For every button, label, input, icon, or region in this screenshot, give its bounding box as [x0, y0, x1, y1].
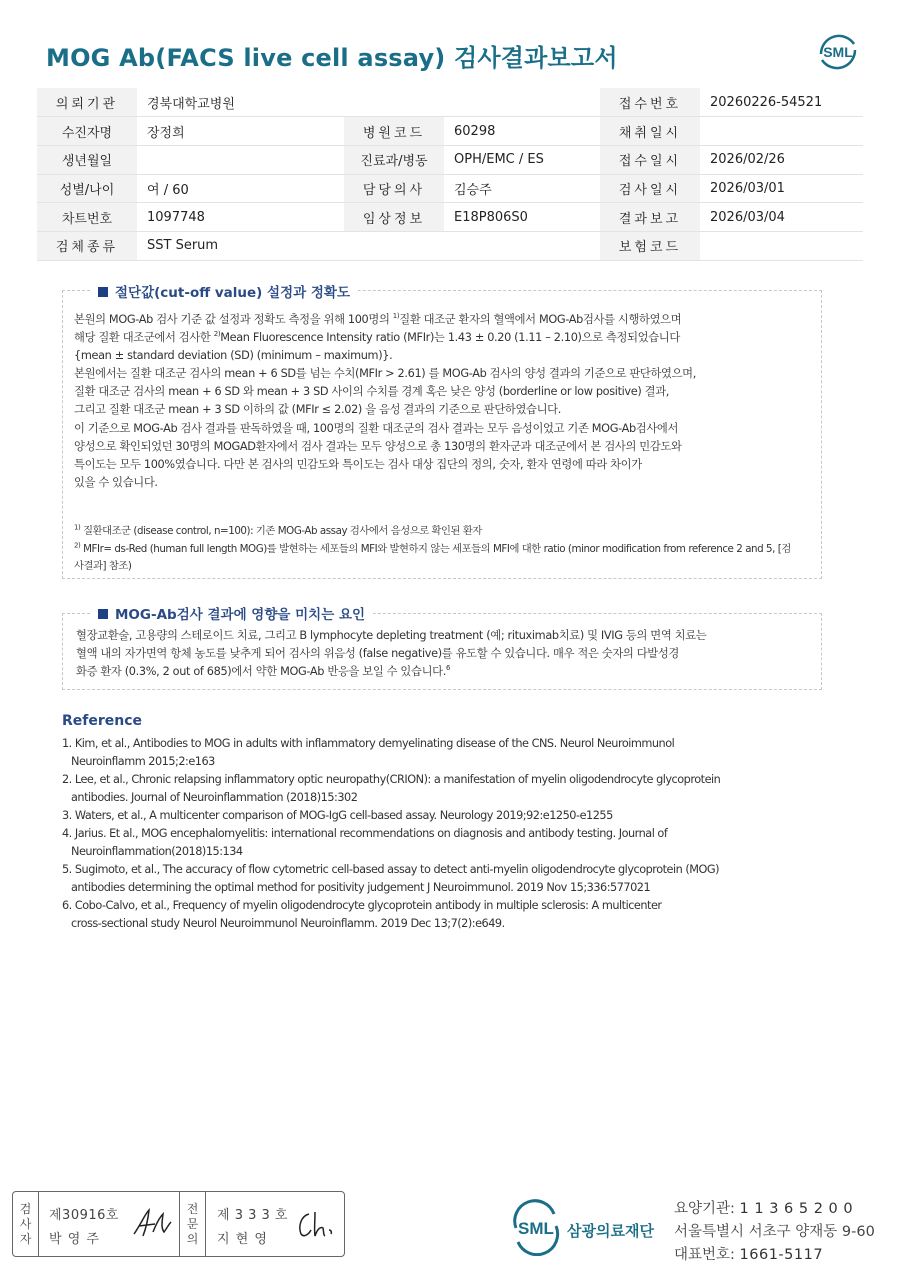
- info-value: 여 / 60: [137, 174, 344, 203]
- text-run: {mean ± standard deviation (SD) (minimum – maximum)}.: [74, 349, 393, 363]
- tester-label-char: 검: [19, 1201, 32, 1216]
- tester-signature-icon: [131, 1206, 175, 1240]
- paragraph-line: [76, 645, 706, 663]
- tester-label: [13, 1192, 38, 1256]
- info-value: 김승주: [444, 174, 600, 203]
- paragraph-line: [74, 401, 696, 419]
- reference-list: [62, 735, 720, 933]
- sml-logo-icon: [814, 28, 862, 76]
- specialist-label-char: 전: [186, 1201, 199, 1216]
- reference-item: 3. Waters, et al., A multicenter comparison of MOG-IgG cell-based assay. Neurology 2019;92:e1250-e1255: [62, 809, 613, 822]
- reference-title: Reference: [62, 713, 143, 729]
- paragraph-line: [74, 383, 696, 401]
- info-label: 검체종류: [37, 231, 137, 260]
- reference-item: 4. Jarius. Et al., MOG encephalomyelitis: international recommendations on diagnosis and antibody testing. Journal of: [62, 827, 668, 840]
- info-value: OPH/EMC / ES: [444, 145, 600, 174]
- reference-continuation: Neuroinflamm 2015;2:e163: [71, 755, 215, 768]
- text-run: 양성으로 확인되었던 30명의 MOGAD환자에서 검사 결과는 모두 양성으로 총 130명의 환자군과 대조군에서 본 검사의 민감도와: [74, 439, 682, 453]
- reference-continuation: antibodies determining the optimal method for positivity judgement J Neuroimmunol. 2019 Nov 15;336:577021: [71, 881, 651, 894]
- paragraph-line: [74, 456, 696, 474]
- tester-label-char: 사: [19, 1216, 32, 1231]
- info-row: [37, 174, 863, 203]
- info-label: 접수일시: [600, 145, 700, 174]
- paragraph-line: [76, 627, 706, 645]
- address: 서울특별시 서초구 양재동 9-60: [674, 1224, 875, 1240]
- text-run: 본원의 MOG-Ab 검사 기준 값 설정과 정확도 측정을 위해 100명의: [74, 313, 393, 326]
- specialist-label: [180, 1192, 205, 1256]
- text-run: Mean Fluorescence Intensity ratio (MFIr)는 1.43 ± 0.20 (1.11 – 2.10)으로 측정되었습니다: [220, 331, 680, 345]
- paragraph-line: [74, 438, 696, 456]
- info-value: SST Serum: [137, 231, 344, 260]
- reference-item: 5. Sugimoto, et al., The accuracy of flow cytometric cell-based assay to detect anti-myelin oligodendrocyte glycoprotein (MOG): [62, 863, 720, 876]
- info-value: E18P806S0: [444, 203, 600, 232]
- text-run: 혈액 내의 자가면역 항체 농도를 낮추게 되어 검사의 위음성 (false negative)를 유도할 수 있습니다. 매우 적은 숫자의 다발성경: [76, 647, 679, 661]
- info-label: [344, 88, 444, 117]
- cutoff-section-heading: [90, 281, 358, 301]
- info-value: 2026/03/04: [700, 203, 863, 232]
- signature-box: [12, 1191, 345, 1257]
- footnote-marker: 6: [445, 664, 451, 673]
- info-label: 접수번호: [600, 88, 700, 117]
- paragraph-line: [74, 347, 696, 365]
- info-row: [37, 145, 863, 174]
- tester-label-char: 자: [19, 1231, 32, 1246]
- patient-info-table: [37, 88, 863, 261]
- info-value: 60298: [444, 117, 600, 146]
- cutoff-paragraph: [74, 311, 696, 492]
- paragraph-line: [74, 311, 696, 329]
- reference-continuation: Neuroinflammation(2018)15:134: [71, 845, 243, 858]
- info-label: 성별/나이: [37, 174, 137, 203]
- info-label: 담당의사: [344, 174, 444, 203]
- paragraph-line: [74, 329, 696, 347]
- sml-logo-text: SML: [823, 44, 853, 60]
- text-run: 혈장교환술, 고용량의 스테로이드 치료, 그리고 B lymphocyte depleting treatment (예; rituximab치료) 및 IVIG 등의 면역 치료는: [76, 629, 707, 642]
- info-label: 수진자명: [37, 117, 137, 146]
- info-row: [37, 117, 863, 146]
- text-run: 해당 질환 대조군에서 검사한: [74, 331, 214, 345]
- specialist-label-char: 문: [186, 1216, 199, 1231]
- info-label: 결과보고: [600, 203, 700, 232]
- info-value: [700, 231, 863, 260]
- square-bullet-icon: [98, 287, 108, 297]
- footnote: [74, 523, 791, 541]
- info-value: [137, 145, 344, 174]
- info-label: 병원코드: [344, 117, 444, 146]
- tester-name: 박 영 주: [49, 1232, 100, 1247]
- text-run: 본원에서는 질환 대조군 검사의 mean + 6 SD를 넘는 수치(MFIr > 2.61) 를 MOG-Ab 검사의 양성 결과의 기준으로 판단하였으며,: [74, 367, 696, 381]
- reference-item: 1. Kim, et al., Antibodies to MOG in adults with inflammatory demyelinating disease of the CNS. Neurol Neuroimmunol: [62, 737, 675, 750]
- text-run: 특이도는 모두 100%였습니다. 다만 본 검사의 민감도와 특이도는 검사 대상 집단의 정의, 숫자, 환자 연령에 따라 차이가: [74, 457, 642, 471]
- divider: [38, 1192, 39, 1256]
- info-value: [444, 231, 600, 260]
- info-row: [37, 203, 863, 232]
- info-row: [37, 231, 863, 260]
- phone-label: 대표번호:: [674, 1247, 735, 1263]
- specialist-name: 지 현 영: [217, 1232, 268, 1247]
- sml-footer-logo-icon: [510, 1198, 562, 1256]
- info-value: 20260226-54521: [700, 88, 863, 117]
- info-value: 2026/03/01: [700, 174, 863, 203]
- reference-item: 6. Cobo-Calvo, et al., Frequency of myelin oligodendrocyte glycoprotein antibody in multiple sclerosis: A multicenter: [62, 899, 662, 912]
- factors-heading-text: MOG-Ab검사 결과에 영향을 미치는 요인: [115, 607, 366, 623]
- report-title: MOG Ab(FACS live cell assay) 검사결과보고서: [46, 44, 618, 72]
- footnote-marker: 1): [392, 312, 400, 321]
- info-label: 진료과/병동: [344, 145, 444, 174]
- footnote-marker: 1): [74, 523, 81, 532]
- square-bullet-icon: [98, 609, 108, 619]
- tester-license-no: 제30916호: [49, 1208, 119, 1223]
- sml-footer-logo-text: SML: [518, 1219, 554, 1238]
- factors-section-heading: [90, 603, 373, 623]
- info-label: 차트번호: [37, 203, 137, 232]
- text-run: 질환 대조군 환자의 혈액에서 MOG-Ab검사를 시행하였으며: [399, 313, 682, 326]
- text-run: 이 기준으로 MOG-Ab 검사 결과를 판독하였을 때, 100명의 질환 대조군의 검사 결과는 모두 음성이었고 기존 MOG-Ab검사에서: [74, 421, 679, 435]
- text-run: 화증 환자 (0.3%, 2 out of 685)에서 약한 MOG-Ab 반응을 보일 수 있습니다.: [76, 665, 446, 679]
- info-label: 보험코드: [600, 231, 700, 260]
- organization-name: 삼광의료재단: [567, 1222, 654, 1240]
- reference-continuation: cross-sectional study Neurol Neuroimmunol Neuroinflamm. 2019 Dec 13;7(2):e649.: [71, 917, 505, 930]
- text-run: 그리고 질환 대조군 mean + 3 SD 이하의 값 (MFIr ≤ 2.02) 을 음성 결과의 기준으로 판단하였습니다.: [74, 403, 561, 417]
- paragraph-line: [74, 365, 696, 383]
- footnote-text: 질환대조군 (disease control, n=100): 기존 MOG-Ab assay 검사에서 음성으로 확인된 환자: [80, 525, 482, 537]
- divider: [205, 1192, 206, 1256]
- footnote-marker: 2): [74, 541, 81, 550]
- info-label: 생년월일: [37, 145, 137, 174]
- specialist-license-no: 제 3 3 3 호: [217, 1208, 288, 1223]
- phone-value: 1661-5117: [739, 1247, 824, 1263]
- cutoff-footnotes: [74, 523, 791, 576]
- info-value: [700, 117, 863, 146]
- footnote: [74, 541, 791, 559]
- footnote-marker: 2): [213, 330, 221, 339]
- info-value: 장정희: [137, 117, 344, 146]
- specialist-signature-icon: [295, 1208, 339, 1240]
- reference-continuation: antibodies. Journal of Neuroinflammation (2018)15:302: [71, 791, 358, 804]
- info-label: 의뢰기관: [37, 88, 137, 117]
- factors-paragraph: [76, 627, 706, 681]
- institution-code-label: 요양기관:: [674, 1201, 735, 1217]
- cutoff-heading-text: 절단값(cut-off value) 설정과 정확도: [115, 285, 350, 301]
- text-run: 있을 수 있습니다.: [74, 475, 158, 489]
- specialist-label-char: 의: [186, 1231, 199, 1246]
- reference-item: 2. Lee, et al., Chronic relapsing inflammatory optic neuropathy(CRION): a manifestation of myelin oligodendrocyte glycoprotein: [62, 773, 721, 786]
- info-value: 경북대학교병원: [137, 88, 344, 117]
- info-row: [37, 88, 863, 117]
- paragraph-line: [76, 663, 706, 681]
- info-label: 임상정보: [344, 203, 444, 232]
- info-label: 검사일시: [600, 174, 700, 203]
- info-label: 채취일시: [600, 117, 700, 146]
- footnote-text: 사결과] 참조): [74, 560, 132, 572]
- footnote-text: MFIr= ds-Red (human full length MOG)를 발현하는 세포들의 MFI와 발현하지 않는 세포들의 MFI에 대한 ratio (minor modification from reference 2 and 5, [검: [80, 542, 791, 555]
- footer-info: [674, 1198, 875, 1267]
- info-value: 1097748: [137, 203, 344, 232]
- info-label: [344, 231, 444, 260]
- footnote: [74, 558, 791, 576]
- text-run: 질환 대조군 검사의 mean + 6 SD 와 mean + 3 SD 사이의 수치를 경계 혹은 낮은 양성 (borderline or low positive) 결과,: [74, 385, 670, 399]
- paragraph-line: [74, 420, 696, 438]
- info-value: 2026/02/26: [700, 145, 863, 174]
- institution-code-value: 1 1 3 6 5 2 0 0: [739, 1201, 854, 1217]
- info-value: [444, 88, 600, 117]
- paragraph-line: [74, 474, 696, 492]
